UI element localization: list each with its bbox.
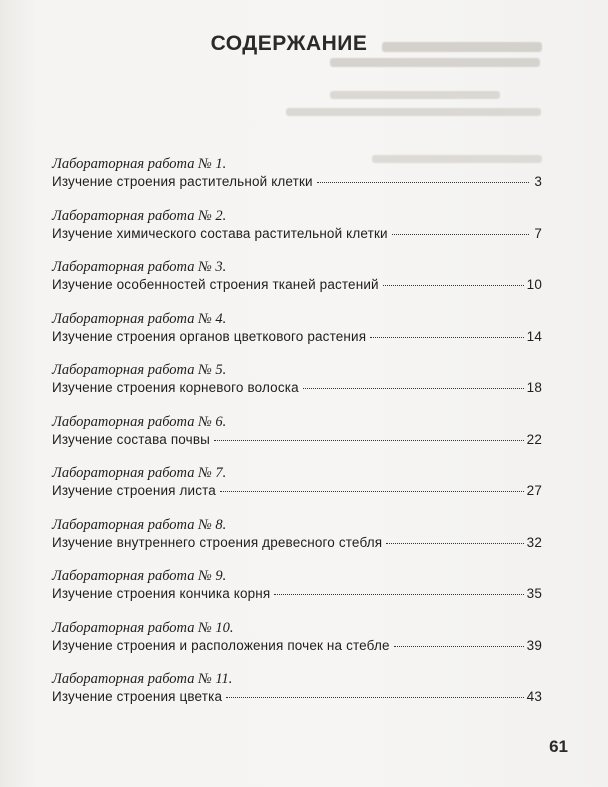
toc-entry-line [52, 379, 542, 397]
bleed-through-mark [286, 108, 541, 116]
toc-entry[interactable] [52, 258, 542, 310]
toc-entry[interactable] [52, 361, 542, 413]
toc-entry-heading: Лабораторная работа № 5. [52, 362, 227, 378]
dot-leader [394, 646, 524, 647]
toc-entry[interactable] [52, 155, 542, 207]
toc-entry[interactable] [52, 464, 542, 516]
toc-entry-heading: Лабораторная работа № 8. [52, 516, 227, 533]
toc-entry-title: Изучение строения корневого волоска [52, 380, 299, 395]
toc-entry-page: 14 [526, 328, 542, 344]
toc-entry-line [52, 637, 542, 655]
toc-entry-line [52, 173, 542, 191]
toc-entry-title: Изучение строения кончика корня [52, 586, 271, 601]
bleed-through-mark [330, 91, 500, 99]
toc-entry-title: Изучение внутреннего строения древесного стебля [52, 534, 383, 550]
dot-leader [392, 234, 529, 235]
toc-entry-heading: Лабораторная работа № 11. [52, 671, 233, 687]
dot-leader [274, 594, 523, 595]
table-of-contents [52, 155, 542, 722]
toc-entry-title: Изучение строения органов цветкового растения [52, 328, 367, 344]
toc-entry-title: Изучение строения и расположения почек на стебле [52, 637, 390, 653]
toc-entry-page: 7 [534, 225, 542, 241]
toc-entry-line [52, 688, 542, 706]
page-title: СОДЕРЖАНИЕ [210, 32, 368, 55]
toc-entry[interactable] [52, 310, 542, 362]
toc-entry-line [52, 482, 542, 500]
toc-entry-heading: Лабораторная работа № 6. [52, 413, 227, 430]
toc-entry-heading: Лабораторная работа № 10. [52, 619, 234, 636]
toc-entry-heading: Лабораторная работа № 4. [52, 310, 227, 327]
toc-entry-title: Изучение химического состава растительной клетки [52, 225, 388, 241]
toc-entry-title: Изучение особенностей строения тканей растений [52, 277, 379, 292]
dot-leader [303, 388, 524, 389]
toc-entry-title: Изучение состава почвы [52, 431, 210, 447]
toc-entry-title: Изучение строения листа [52, 483, 216, 498]
toc-entry[interactable] [52, 207, 542, 259]
dot-leader [383, 285, 524, 286]
toc-entry-line [52, 534, 542, 552]
toc-entry-line [52, 431, 542, 449]
toc-entry[interactable] [52, 670, 542, 722]
toc-entry[interactable] [52, 567, 542, 619]
dot-leader [317, 182, 529, 183]
bleed-through-mark [330, 58, 540, 67]
toc-entry-heading: Лабораторная работа № 7. [52, 465, 227, 481]
toc-entry-heading: Лабораторная работа № 3. [52, 259, 227, 275]
toc-entry-page: 10 [526, 277, 542, 292]
toc-entry-page: 27 [526, 483, 542, 498]
toc-entry[interactable] [52, 619, 542, 671]
toc-entry-page: 39 [526, 637, 542, 653]
toc-entry-title: Изучение строения растительной клетки [52, 174, 313, 189]
toc-entry-page: 3 [534, 174, 542, 189]
toc-entry-heading: Лабораторная работа № 1. [52, 156, 227, 172]
toc-entry-page: 43 [526, 689, 542, 704]
dot-leader [214, 440, 524, 441]
toc-entry[interactable] [52, 413, 542, 465]
page-number: 61 [549, 737, 568, 756]
toc-entry[interactable] [52, 516, 542, 568]
toc-entry-heading: Лабораторная работа № 9. [52, 568, 227, 584]
dot-leader [370, 337, 523, 338]
dot-leader [220, 491, 524, 492]
toc-entry-line [52, 225, 542, 243]
toc-entry-page: 18 [526, 380, 542, 395]
toc-entry-heading: Лабораторная работа № 2. [52, 207, 227, 224]
toc-entry-line [52, 328, 542, 346]
toc-entry-page: 32 [526, 534, 542, 550]
toc-entry-page: 35 [526, 586, 542, 601]
dot-leader [386, 543, 523, 544]
toc-entry-line [52, 276, 542, 294]
dot-leader [226, 697, 524, 698]
toc-entry-line [52, 585, 542, 603]
toc-entry-title: Изучение строения цветка [52, 689, 223, 704]
toc-entry-page: 22 [526, 431, 542, 447]
